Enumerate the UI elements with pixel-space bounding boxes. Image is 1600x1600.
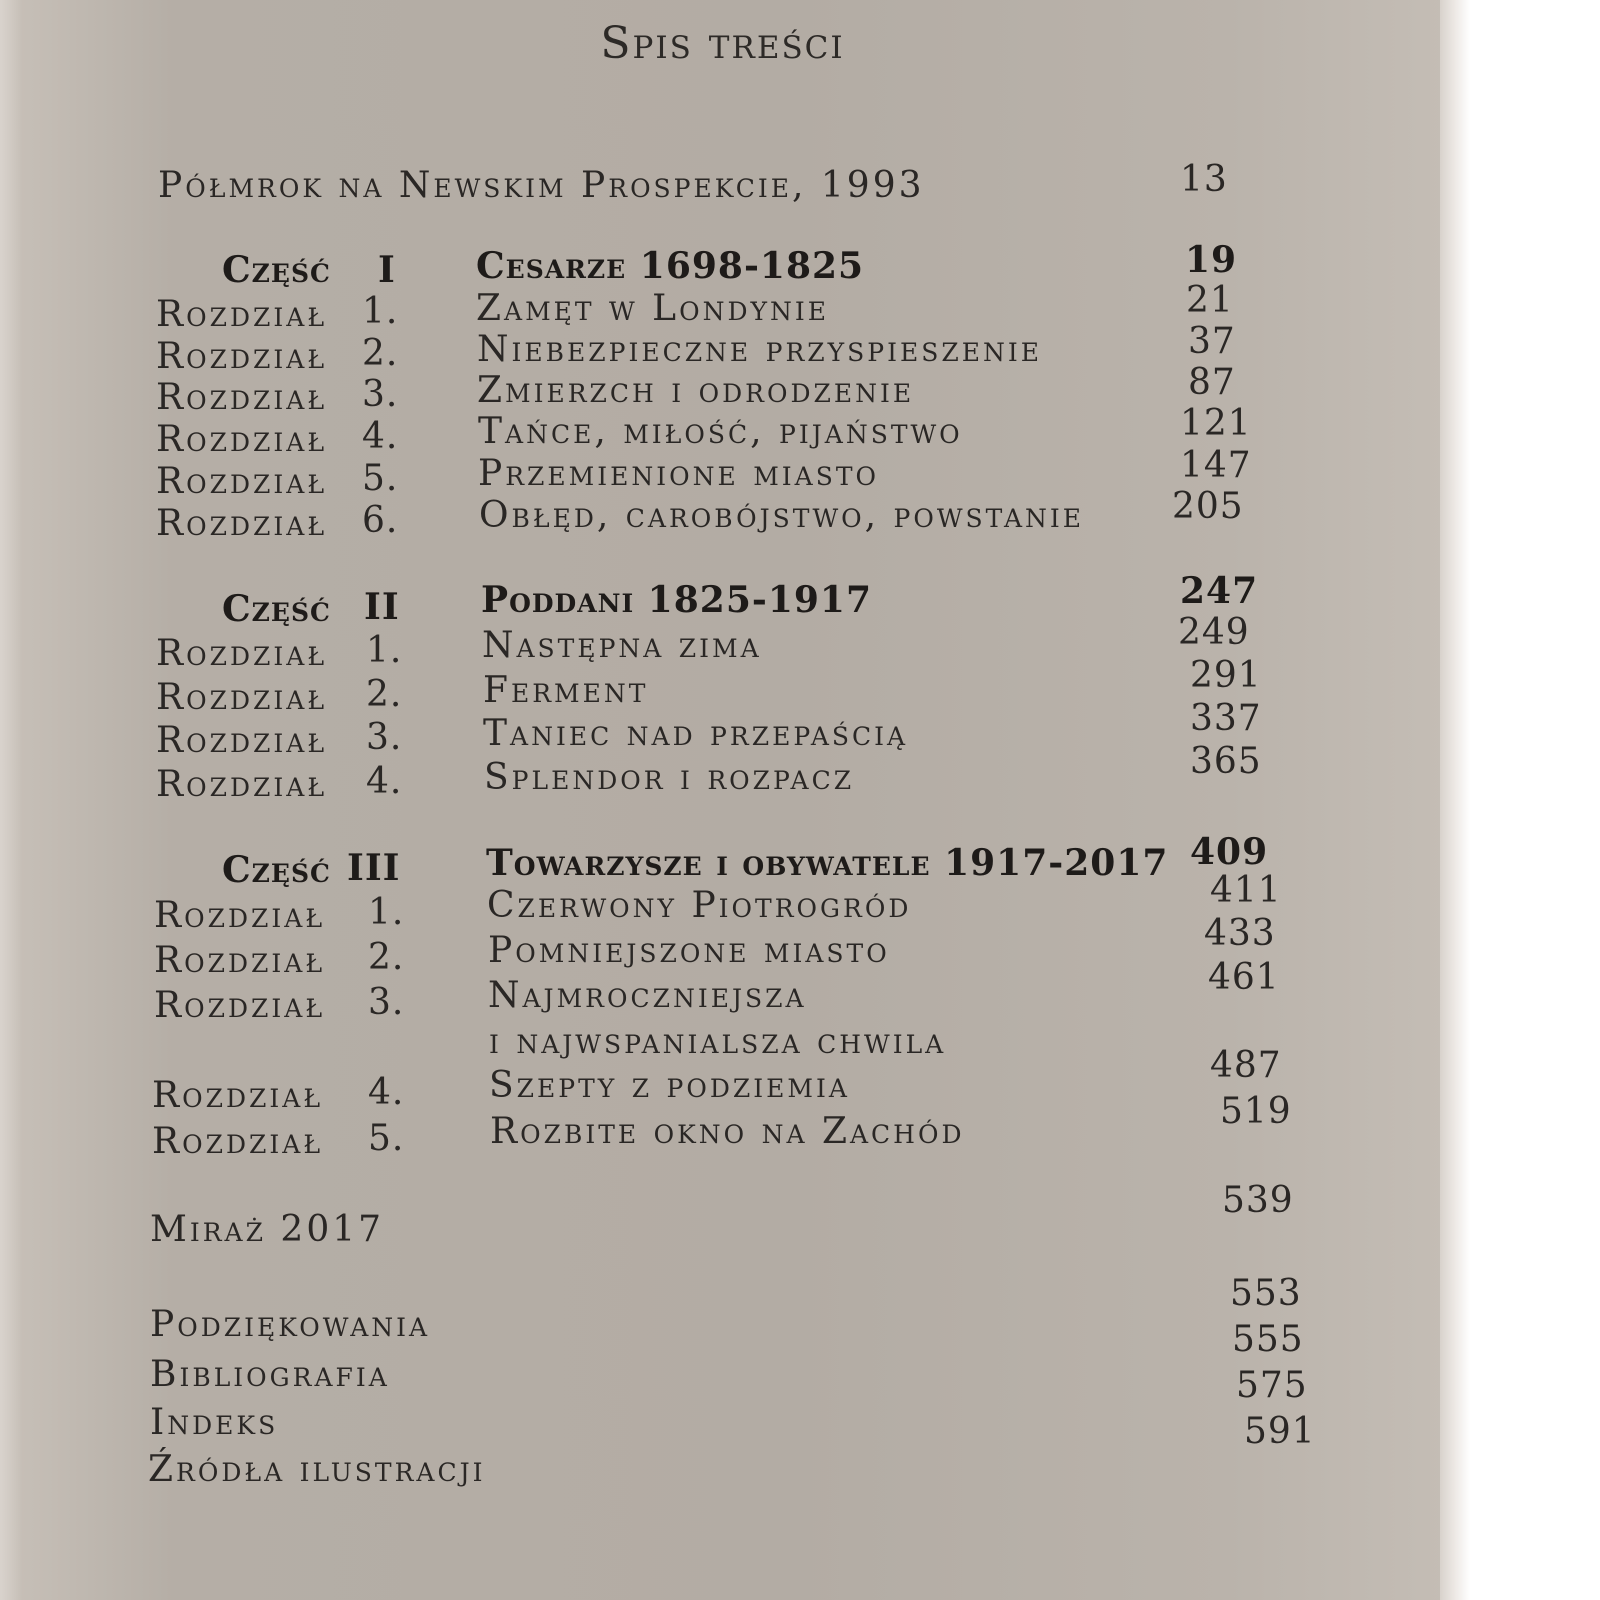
chapter-title-continuation: i najwspanialsza chwila: [489, 1021, 947, 1062]
chapter-page: 291: [1190, 655, 1262, 696]
part-label: Część: [222, 249, 331, 291]
epilogue-page: 539: [1222, 1180, 1294, 1221]
chapter-title: Tańce, miłość, pijaństwo: [478, 411, 963, 452]
chapter-title: Pomniejszone miasto: [488, 930, 890, 971]
part-title: Towarzysze i obywatele 1917-2017: [486, 842, 1169, 884]
chapter-title: Niebezpieczne przyspieszenie: [477, 329, 1042, 370]
chapter-title: Zmierzch i odrodzenie: [477, 370, 915, 411]
part-numeral: III: [347, 847, 401, 889]
part-page: 409: [1190, 831, 1269, 873]
chapter-number: 1.: [368, 892, 405, 933]
chapter-label: Rozdział: [156, 419, 328, 460]
chapter-page: 87: [1188, 362, 1236, 403]
chapter-page: 487: [1210, 1045, 1282, 1086]
chapter-number: 6.: [362, 500, 399, 541]
prologue-page: 13: [1180, 159, 1228, 200]
chapter-number: 4.: [362, 416, 399, 457]
chapter-page: 147: [1180, 445, 1252, 486]
chapter-label: Rozdział: [152, 1121, 324, 1162]
chapter-page: 519: [1220, 1091, 1292, 1132]
part-page: 19: [1185, 239, 1238, 281]
chapter-number: 5.: [362, 458, 399, 499]
part-numeral: II: [364, 586, 400, 628]
chapter-title: Szepty z podziemia: [489, 1065, 850, 1106]
chapter-label: Rozdział: [156, 633, 328, 674]
chapter-title: Splendor i rozpacz: [484, 757, 855, 798]
chapter-page: 121: [1180, 403, 1252, 444]
chapter-number: 1.: [366, 630, 403, 671]
chapter-number: 3.: [362, 374, 399, 415]
chapter-number: 3.: [366, 717, 403, 758]
chapter-page: 411: [1210, 870, 1282, 911]
prologue-title: Półmrok na Newskim Prospekcie, 1993: [158, 165, 925, 206]
back-matter-item: Źródła ilustracji: [148, 1449, 486, 1490]
chapter-title: Następna zima: [482, 625, 762, 666]
chapter-title: Zamęt w Londynie: [476, 288, 829, 329]
page-edge: [1440, 0, 1470, 1600]
back-matter-page: 555: [1232, 1319, 1304, 1360]
chapter-page: 37: [1188, 321, 1236, 362]
chapter-title: Taniec nad przepaścią: [483, 713, 909, 754]
part-page: 247: [1180, 570, 1259, 612]
chapter-label: Rozdział: [156, 294, 328, 335]
chapter-number: 2.: [366, 674, 403, 715]
chapter-page: 249: [1178, 612, 1250, 653]
chapter-label: Rozdział: [156, 503, 328, 544]
chapter-title: Najmroczniejsza: [488, 975, 807, 1016]
chapter-title: Przemienione miasto: [478, 453, 880, 494]
chapter-page: 21: [1186, 280, 1234, 321]
back-matter-page: 575: [1236, 1365, 1308, 1406]
chapter-label: Rozdział: [156, 677, 328, 718]
chapter-number: 4.: [368, 1072, 405, 1113]
chapter-label: Rozdział: [156, 377, 328, 418]
part-label: Część: [222, 588, 331, 630]
chapter-label: Rozdział: [156, 764, 328, 805]
chapter-title: Rozbite okno na Zachód: [490, 1111, 965, 1152]
chapter-label: Rozdział: [156, 336, 328, 377]
back-matter-page: 591: [1244, 1411, 1316, 1452]
chapter-label: Rozdział: [154, 940, 326, 981]
chapter-title: Obłęd, carobójstwo, powstanie: [479, 495, 1085, 536]
chapter-page: 365: [1190, 741, 1262, 782]
back-matter-item: Indeks: [150, 1402, 279, 1443]
part-title: Poddani 1825-1917: [481, 579, 873, 621]
chapter-title: Czerwony Piotrogród: [487, 885, 912, 926]
chapter-number: 1.: [362, 291, 399, 332]
part-title: Cesarze 1698-1825: [476, 245, 865, 287]
chapter-number: 2.: [362, 333, 399, 374]
chapter-label: Rozdział: [152, 1075, 324, 1116]
chapter-page: 433: [1204, 913, 1276, 954]
chapter-number: 3.: [368, 982, 405, 1023]
chapter-number: 4.: [366, 761, 403, 802]
chapter-page: 337: [1190, 698, 1262, 739]
back-matter-page: 553: [1230, 1273, 1302, 1314]
page-title: Spis treści: [600, 18, 845, 69]
part-numeral: I: [378, 249, 396, 291]
chapter-label: Rozdział: [156, 461, 328, 502]
chapter-title: Ferment: [483, 670, 649, 711]
epilogue-title: Miraż 2017: [150, 1209, 385, 1250]
chapter-page: 461: [1208, 957, 1280, 998]
chapter-label: Rozdział: [156, 720, 328, 761]
chapter-page: 205: [1172, 486, 1244, 527]
back-matter-item: Bibliografia: [150, 1354, 390, 1395]
chapter-label: Rozdział: [154, 985, 326, 1026]
gutter-shade: [0, 0, 22, 1600]
chapter-number: 2.: [368, 937, 405, 978]
part-label: Część: [222, 849, 331, 891]
chapter-label: Rozdział: [154, 895, 326, 936]
back-matter-item: Podziękowania: [150, 1304, 431, 1345]
chapter-number: 5.: [368, 1118, 405, 1159]
